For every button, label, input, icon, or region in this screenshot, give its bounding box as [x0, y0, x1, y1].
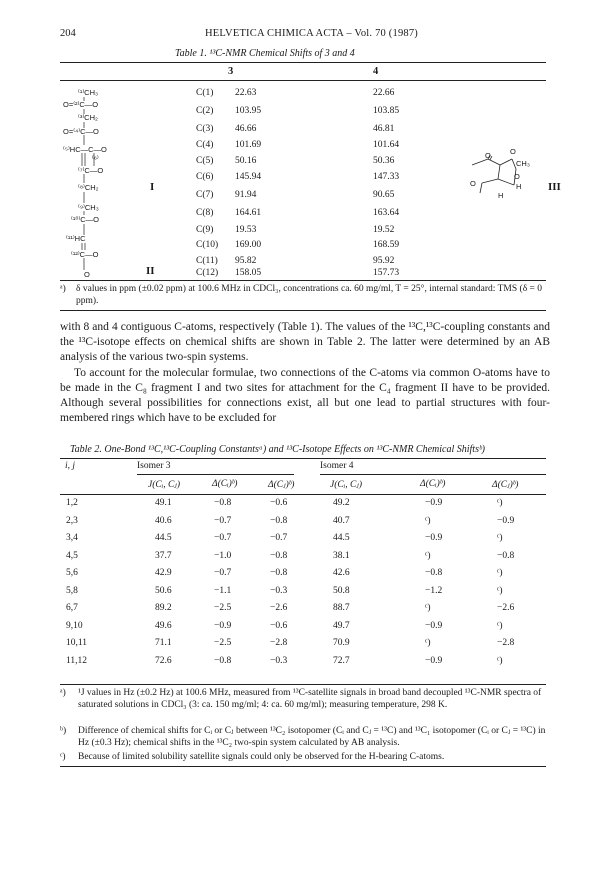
- table2-J3: 37.7: [155, 550, 172, 561]
- iii-h1: H: [516, 182, 522, 191]
- table1-atom: C(12): [196, 268, 219, 278]
- frag-c6-label: ⁽⁶⁾: [92, 154, 99, 163]
- table2-ij: 3,4: [66, 533, 78, 543]
- table2-dj3: −2.8: [270, 638, 288, 648]
- body-paragraph-1: with 8 and 4 contiguous C-atoms, respectively (Table 1). The values of the ¹³C,¹³C-coupling constants and the ¹³C-isotope effects on chemical shifts are shown in Table 2. The latter were determined by an AB analysis of the various two-spin systems.: [60, 321, 550, 363]
- table1-atom: C(4): [196, 140, 214, 150]
- table2-di3: −0.7: [214, 515, 232, 526]
- table2-di4: −0.8: [425, 568, 443, 578]
- frag-c7: ⁽⁷⁾C—O: [78, 166, 104, 175]
- table1-footnote-mark: ᵃ): [60, 284, 66, 294]
- frag-c4: O=⁽⁴⁾C—O: [63, 127, 99, 136]
- table2-dj4: −2.8: [497, 638, 515, 648]
- table1-value-4: 95.92: [373, 256, 395, 266]
- frag-ch2-3: ⁽³⁾CH₂: [78, 113, 98, 122]
- table2-J4: 72.7: [333, 655, 350, 666]
- table2-di3: −1.0: [214, 550, 232, 561]
- table2-J3: 50.6: [155, 585, 172, 596]
- table2-dj3: −0.3: [270, 655, 288, 666]
- table1-value-3: 19.53: [235, 225, 257, 235]
- table1-atom: C(3): [196, 124, 214, 134]
- table2-J3: 42.9: [155, 568, 172, 578]
- table1-header-rule: [60, 80, 546, 81]
- table2-J4: 40.7: [333, 515, 350, 526]
- table1-atom: C(9): [196, 225, 214, 235]
- label-fragment-I: I: [150, 181, 155, 193]
- table2-isomer3-rule: [137, 474, 294, 475]
- table2-J4: 70.9: [333, 638, 350, 648]
- iii-o4: O: [514, 172, 520, 181]
- table2-di4: −0.9: [425, 620, 443, 631]
- table2-top-rule: [60, 458, 546, 459]
- table2-fn-c-mark: ᶜ): [60, 752, 66, 762]
- table2-di4: ᶜ): [425, 515, 431, 526]
- table2-dj4: −0.8: [497, 550, 515, 561]
- iii-o2: O: [510, 147, 516, 156]
- iii-h2: H: [498, 191, 504, 200]
- frag-ch2-8: ⁽⁸⁾CH₂: [78, 183, 99, 192]
- table2-di3: −0.7: [214, 568, 232, 578]
- table1-value-3: 46.66: [235, 124, 257, 134]
- table2-fn-c: Because of limited solubility satellite signals could only be observed for the H-bearing C-atoms.: [78, 752, 445, 762]
- table2-di3: −0.7: [214, 533, 232, 543]
- iii-ch3: CH₃: [516, 159, 530, 168]
- table2-ij: 11,12: [66, 655, 88, 666]
- table2-di4: ᶜ): [425, 550, 431, 561]
- table1-value-4: 103.85: [373, 106, 400, 116]
- table2-dj4: −0.9: [497, 515, 515, 526]
- table1-caption: Table 1. ¹³C-NMR Chemical Shifts of 3 and 4: [175, 48, 355, 59]
- table2-dj3: −0.7: [270, 533, 288, 543]
- table2-J4: 38.1: [333, 550, 350, 561]
- table2-fn-b: Difference of chemical shifts for Cᵢ or Cⱼ between ¹³C₂ isotopomer (Cᵢ and Cⱼ = ¹³C) and ¹³C₁ isotopomer (Cᵢ or Cⱼ = ¹³C) in Hz (±0.3 Hz); chemical shifts in the ¹³C₂ two-spin system calculated by AB analysis.: [78, 726, 546, 748]
- table1-atom: C(1): [196, 88, 214, 98]
- table2-di3: −0.8: [214, 655, 232, 666]
- frag-hc11: ⁽¹¹⁾HC: [66, 234, 86, 243]
- table1-value-3: 22.63: [235, 88, 257, 98]
- frag-c10: ⁽¹⁰⁾C—O: [71, 215, 99, 224]
- table1-atom: C(6): [196, 172, 214, 182]
- table2-ij: 5,8: [66, 585, 78, 596]
- table2-sub-di4: Δ(Cᵢ)ᵇ): [420, 479, 446, 489]
- table2-ij: 9,10: [66, 620, 83, 631]
- table2-isomer4-header: Isomer 4: [320, 461, 354, 471]
- table1-value-4: 19.52: [373, 225, 395, 235]
- table1-value-3: 164.61: [235, 208, 262, 218]
- table2-dj3: −0.8: [270, 568, 288, 578]
- table2-header-rule: [60, 494, 546, 495]
- table2-dj4: ᶜ): [497, 620, 503, 631]
- table1-footnote: δ values in ppm (±0.02 ppm) at 100.6 MHz in CDCl₃, concentrations ca. 60 mg/ml, T = 25°, internal standard: TMS (δ = 0 ppm).: [76, 284, 543, 306]
- table2-di4: −0.9: [425, 498, 443, 508]
- table2-dj4: ᶜ): [497, 568, 503, 578]
- table2-di3: −0.8: [214, 498, 232, 508]
- table2-J4: 42.6: [333, 568, 350, 578]
- table2-sub-dj4: Δ(Cⱼ)ᵇ): [492, 480, 519, 490]
- table2-J3: 72.6: [155, 655, 172, 666]
- table2-ij-header: i, j: [65, 461, 76, 471]
- table2-ij: 5,6: [66, 568, 78, 578]
- table1-value-4: 46.81: [373, 124, 395, 134]
- table2-isomer3-header: Isomer 3: [137, 461, 171, 471]
- table2-J4: 49.2: [333, 498, 350, 508]
- table2-di3: −0.9: [214, 620, 232, 631]
- table1-atom: C(2): [196, 106, 214, 116]
- table1-value-4: 101.64: [373, 140, 400, 150]
- table2-sub-J4: J(Cᵢ, Cⱼ): [330, 480, 362, 490]
- fragment-bonds: [60, 85, 120, 275]
- table1-bottom-rule: [60, 280, 546, 281]
- table2-fn-b-mark: ᵇ): [60, 726, 67, 736]
- table2-isomer4-rule: [320, 474, 546, 475]
- table2-bottom-rule: [60, 684, 546, 685]
- table1-value-3: 169.00: [235, 240, 262, 250]
- table1-value-4: 90.65: [373, 190, 395, 200]
- table2-di3: −1.1: [214, 585, 232, 596]
- frag-c5c6: ⁽⁵⁾HC—C—O: [63, 145, 107, 154]
- table2-caption: Table 2. One-Bond ¹³C,¹³C-Coupling Constantsᵃ) and ¹³C-Isotope Effects on ¹³C-NMR Chemical Shiftsᵇ): [70, 444, 485, 455]
- table1-value-3: 158.05: [235, 268, 262, 278]
- table2-footnote-rule: [60, 766, 546, 767]
- running-title: HELVETICA CHIMICA ACTA – Vol. 70 (1987): [205, 28, 418, 39]
- table1-atom: C(11): [196, 256, 218, 266]
- table2-ij: 1,2: [66, 498, 78, 508]
- table2-di4: −1.2: [425, 585, 443, 596]
- table2-dj3: −2.6: [270, 603, 288, 613]
- table2-dj4: ᶜ): [497, 498, 503, 508]
- table2-sub-J3: J(Cᵢ, Cⱼ): [148, 480, 180, 490]
- table1-value-4: 157.73: [373, 268, 400, 278]
- table2-dj3: −0.6: [270, 498, 288, 508]
- table1-value-4: 163.64: [373, 208, 400, 218]
- table2-dj3: −0.8: [270, 515, 288, 526]
- table2-di4: −0.9: [425, 533, 443, 543]
- table2-fn-a: ¹J values in Hz (±0.2 Hz) at 100.6 MHz, measured from ¹³C-satellite signals in broad band decoupled ¹³C-NMR spectra of saturated solutions in CDCl₃ (3: ca. 150 mg/ml; 4: ca. 60 mg/ml); measuring temperature, 298 K.: [78, 688, 542, 710]
- table2-ij: 6,7: [66, 603, 78, 613]
- table1-atom: C(8): [196, 208, 214, 218]
- table2-J3: 71.1: [155, 638, 172, 648]
- table2-J4: 49.7: [333, 620, 350, 631]
- table1-value-4: 50.36: [373, 156, 395, 166]
- table1-value-4: 22.66: [373, 88, 395, 98]
- table1-value-3: 50.16: [235, 156, 257, 166]
- table2-di4: ᶜ): [425, 603, 431, 613]
- table2-di4: ᶜ): [425, 638, 431, 648]
- page-number: 204: [60, 28, 76, 39]
- table2-di3: −2.5: [214, 638, 232, 648]
- table1-atom: C(5): [196, 156, 214, 166]
- table2-J4: 44.5: [333, 533, 350, 543]
- table1-value-3: 95.82: [235, 256, 257, 266]
- table1-value-3: 103.95: [235, 106, 262, 116]
- table1-value-4: 147.33: [373, 172, 400, 182]
- frag-ch3-9: ⁽⁹⁾CH₃: [78, 203, 99, 212]
- table1-value-3: 101.69: [235, 140, 262, 150]
- label-structure-III: III: [548, 181, 561, 193]
- table2-dj4: ᶜ): [497, 655, 503, 666]
- table2-sub-dj3: Δ(Cⱼ)ᵇ): [268, 480, 295, 490]
- table1-atom: C(7): [196, 190, 214, 200]
- table1-value-4: 168.59: [373, 240, 400, 250]
- table2-J3: 40.6: [155, 515, 172, 526]
- table2-J4: 88.7: [333, 603, 350, 613]
- table1-top-rule: [60, 62, 546, 63]
- table2-fn-a-mark: ᵃ): [60, 688, 66, 698]
- body-paragraph-2: To account for the molecular formulae, two connections of the C-atoms via common O-atoms have to be made in the C₈ fragment I and two sites for attachment for the C₄ fragment II have to be provided. Although several possibilities for connections exist, all but one lead to partial structures with four-membered rings which have to be excluded for: [60, 367, 550, 424]
- table1-col4-header: 4: [373, 66, 379, 77]
- table2-dj3: −0.8: [270, 550, 288, 561]
- table1-value-3: 91.94: [235, 190, 257, 200]
- table2-J3: 44.5: [155, 533, 172, 543]
- frag-o-bottom: O: [84, 270, 90, 279]
- table1-col3-header: 3: [228, 66, 234, 77]
- table2-ij: 10,11: [66, 638, 88, 648]
- table2-ij: 2,3: [66, 515, 78, 526]
- frag-c12: ⁽¹²⁾C—O: [71, 250, 99, 259]
- table1-atom: C(10): [196, 240, 219, 250]
- table2-dj4: ᶜ): [497, 533, 503, 543]
- table2-J3: 49.1: [155, 498, 172, 508]
- iii-o3: O: [470, 179, 476, 188]
- label-fragment-II: II: [146, 265, 155, 277]
- table2-ij: 4,5: [66, 550, 78, 561]
- table1-footnote-rule: [60, 310, 546, 311]
- table2-dj4: ᶜ): [497, 585, 503, 596]
- table2-di3: −2.5: [214, 603, 232, 613]
- table2-J4: 50.8: [333, 585, 350, 596]
- table2-sub-di3: Δ(Cᵢ)ᵇ): [212, 479, 238, 489]
- table2-di4: −0.9: [425, 655, 443, 666]
- table1-value-3: 145.94: [235, 172, 262, 182]
- table2-J3: 49.6: [155, 620, 172, 631]
- table2-dj3: −0.6: [270, 620, 288, 631]
- frag-c2: O=⁽²⁾C—O: [63, 100, 99, 109]
- iii-o1: O: [485, 151, 491, 160]
- table2-dj4: −2.6: [497, 603, 515, 613]
- frag-ch3-1: ⁽¹⁾CH₃: [78, 88, 99, 97]
- table2-dj3: −0.3: [270, 585, 288, 596]
- table2-J3: 89.2: [155, 603, 172, 613]
